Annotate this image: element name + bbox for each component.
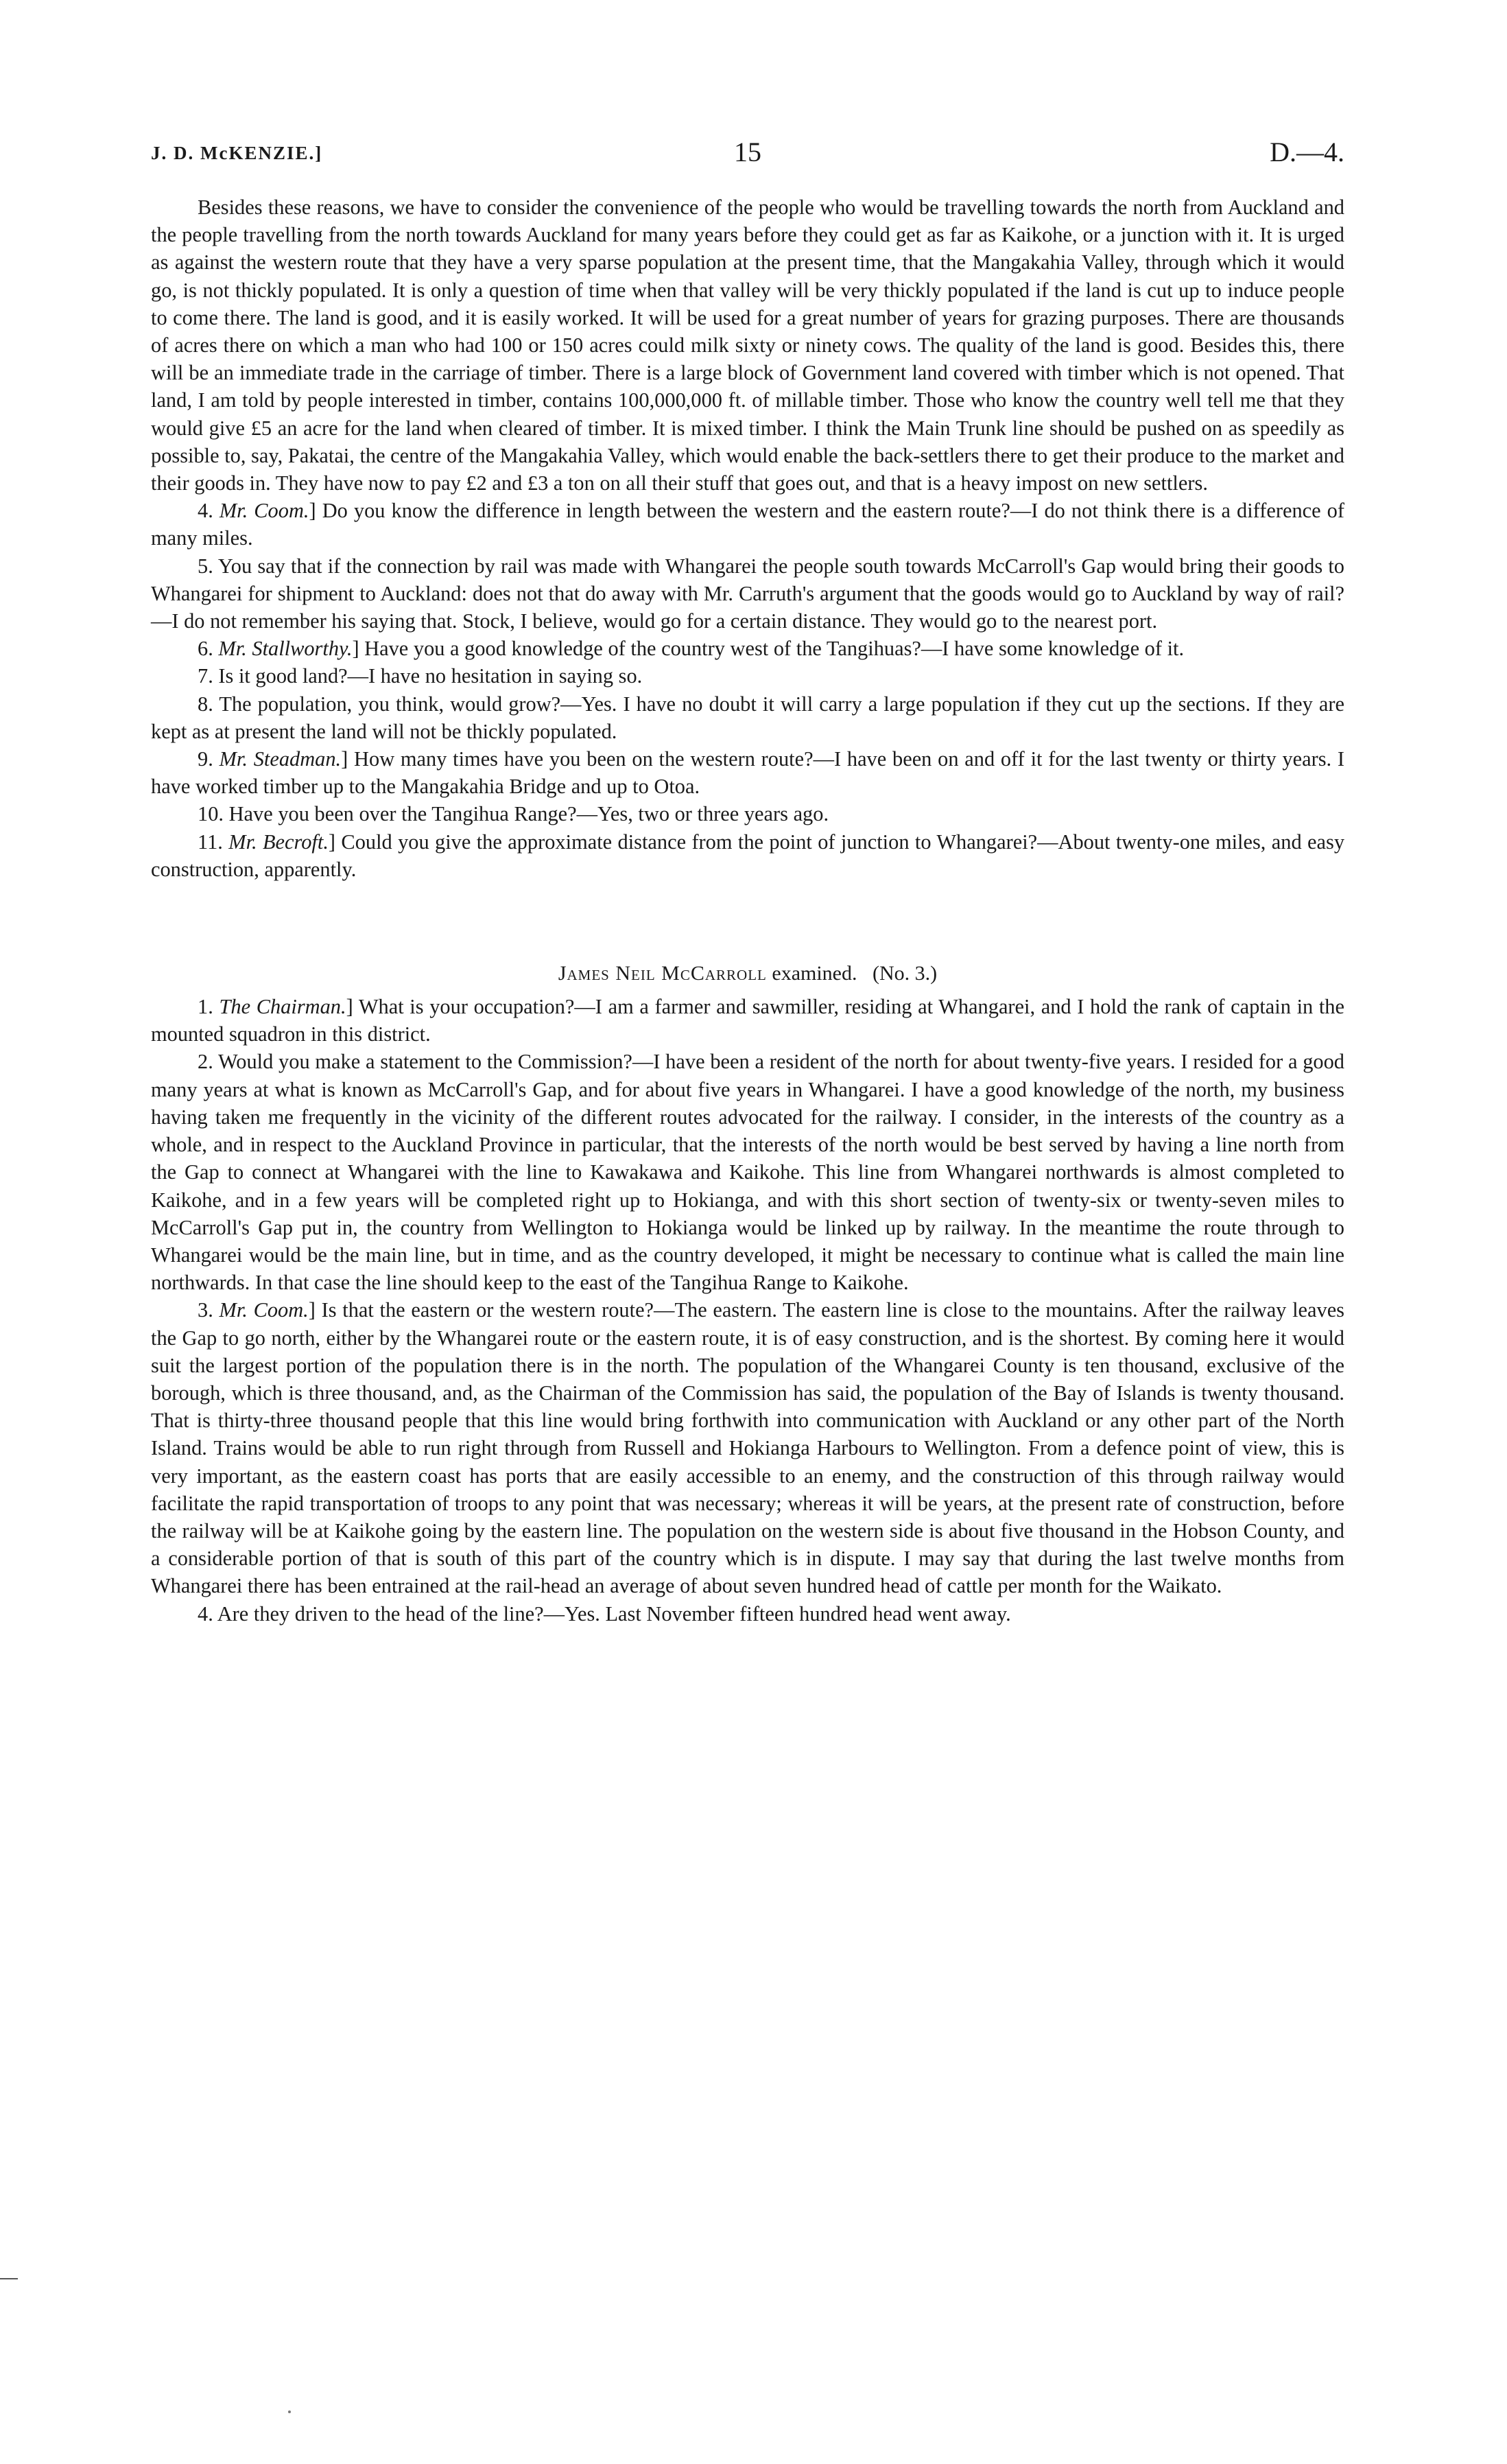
question-1: 1. The Chairman.] What is your occupation?—I am a farmer and sawmiller, residing at Whangarei, and I hold the rank of captain in the mounted squadron in this district. (151, 995, 1344, 1046)
question-number: 5. (198, 554, 213, 578)
question-text: Have you been over the Tangihua Range?—Yes, two or three years ago. (228, 802, 829, 826)
question-3: 3. Mr. Coom.] Is that the eastern or the western route?—The eastern. The eastern line is close to the mountains. After the railway leaves the Gap to go north, either by the Whangarei route or the eastern route, it is of easy construction, and is the shortest. By coming here it would suit the largest portion of the population there is in the north. The population of the Whangarei County is ten thousand, exclusive of the borough, which is three thousand, and, as the Chairman of the Commission has said, the population of the Bay of Islands is twenty thousand. That is thirty-three thousand people that this line would bring forthwith into communication with Auckland or any other part of the North Island. Trains would be able to run right through from Russell and Hokianga Harbours to Wellington. From a defence point of view, this is very important, as the eastern coast has ports that are easily accessible to an enemy, and the construction of this through railway would facilitate the rapid transportation of troops to any point that was necessary; whereas it will be years, at the present rate of construction, before the railway will be at Kaikohe going by the eastern line. The population on the western side is about five thousand in the Hobson County, and a considerable portion of that is south of this part of the country which is in dispute. I may say that during the last twelve months from Whangarei there has been entrained at the rail-head an average of about seven hundred head of cattle per month for the Waikato. (151, 1298, 1345, 1598)
question-10 (151, 800, 1344, 828)
question-11: 11. Mr. Becroft.] Could you give the approximate distance from the point of junction to Whangarei?—About twenty-one miles, and easy construction, apparently. (151, 830, 1345, 881)
question-4: 4. Mr. Coom.] Do you know the difference in length between the western and the eastern route?—I do not think there is a difference of many miles. (151, 499, 1344, 550)
speaker-name: Mr. Becroft. (228, 830, 329, 854)
question-number: 8. (198, 692, 213, 716)
witness-number: (No. 3.) (873, 962, 938, 985)
question-number: 7. (198, 664, 213, 688)
scan-speck (288, 2410, 291, 2413)
question-4-second (151, 1600, 1344, 1628)
question-5 (151, 552, 1344, 635)
question-text: The population, you think, would grow?—Yes. I have no doubt it will carry a large population if they cut up the sections. If they are kept as at present the land will not be thickly populated. (151, 692, 1344, 743)
question-text: Could you give the approximate distance from the point of junction to Whangarei?—About twenty-one miles, and easy construction, apparently. (151, 830, 1345, 881)
question-text: Is that the eastern or the western route?—The eastern. The eastern line is close to the mountains. After the railway leaves the Gap to go north, either by the Whangarei route or the eastern route, it is of easy construction, and is the shortest. By coming here it would suit the largest portion of the population there is in the north. The population of the Whangarei County is ten thousand, exclusive of the borough, which is three thousand, and, as the Chairman of the Commission has said, the population of the Bay of Islands is twenty thousand. That is thirty-three thousand people that this line would bring forthwith into communication with Auckland or any other part of the North Island. Trains would be able to run right through from Russell and Hokianga Harbours to Wellington. From a defence point of view, this is very important, as the eastern coast has ports that are easily accessible to an enemy, and the construction of this through railway would facilitate the rapid transportation of troops to any point that was necessary; whereas it will be years, at the present rate of construction, before the railway will be at Kaikohe going by the eastern line. The population on the western side is about five thousand in the Hobson County, and a considerable portion of that is south of this part of the country which is in dispute. I may say that during the last twelve months from Whangarei there has been entrained at the rail-head an average of about seven hundred head of cattle per month for the Waikato. (151, 1298, 1345, 1598)
question-text: Are they driven to the head of the line?—Yes. Last November fifteen hundred head went away. (217, 1601, 1011, 1626)
paragraph (151, 193, 1344, 497)
question-text: You say that if the connection by rail was made with Whangarei the people south towards McCarroll's Gap would bring their goods to Whangarei for shipment to Auckland: does not that do away with Mr. Carruth's argument that the goods would go to Auckland by way of rail?—I do not remember his saying that. Stock, I believe, would go for a certain distance. They would go to the nearest port. (151, 554, 1344, 633)
question-number: 10. (198, 802, 224, 826)
question-text: Have you a good knowledge of the country west of the Tangihuas?—I have some knowledge of it. (364, 637, 1185, 661)
question-number: 2. (198, 1050, 213, 1074)
question-number: 4. (198, 1601, 213, 1626)
question-number: 3. (198, 1298, 213, 1322)
speaker-name: Mr. Stallworthy. (218, 637, 353, 661)
question-text: Would you make a statement to the Commission?—I have been a resident of the north for about twenty-five years. I resided for a good many years at what is known as McCarroll's Gap, and for about five years in Whangarei. I have a good knowledge of the north, my business having taken me frequently in the vicinity of the different routes advocated for the railway. I consider, in the interests of the country as a whole, and in respect to the Auckland Province in particular, that the interests of the north would be best served by having a line north from the Gap to connect at Whangarei with the line to Kawakawa and Kaikohe. This line from Whangarei northwards is almost completed to Kaikohe, and in a few years will be completed right up to Hokianga, and with this short section of twenty-six or twenty-seven miles to McCarroll's Gap put in, the country from Wellington to Hokianga would be linked up by railway. In the meantime the route through to Whangarei would be the main line, but in time, and as the country developed, it might be necessary to continue what is called the main line northwards. In that case the line should keep to the east of the Tangihua Range to Kaikohe. (151, 1050, 1344, 1295)
witness-section-title (151, 960, 1344, 987)
witness-name: James Neil McCarroll (558, 962, 767, 985)
section-suffix: examined. (772, 962, 857, 985)
paragraph-text: Besides these reasons, we have to consider the convenience of the people who would be travelling towards the north from Auckland and the people travelling from the north towards Auckland for many years before they could get as far as Kaikohe, or a junction with it. It is urged as against the western route that they have a very sparse population at the present time, that the Mangakahia Valley, through which it would go, is not thickly populated. It is only a question of time when that valley will be very thickly populated if the land is cut up to induce people to come there. The land is good, and it is easily worked. It will be used for a great number of years for grazing purposes. There are thousands of acres there on which a man who had 100 or 150 acres could milk sixty or ninety cows. The quality of the land is good. Besides this, there will be an immediate trade in the carriage of timber. There is a large block of Government land covered with timber which is not opened. That land, I am told by people interested in timber, contains 100,000,000 ft. of millable timber. Those who know the country well tell me that they would give £5 an acre for the land when cleared of timber. It is mixed timber. I think the Main Trunk line should be pushed on as speedily as possible to, say, Pakatai, the centre of the Mangakahia Valley, which would enable the back-settlers there to get their produce to the market and their goods in. They have now to pay £2 and £3 a ton on all their stuff that goes out, and that is a heavy impost on new settlers. (151, 196, 1344, 495)
question-6: 6. Mr. Stallworthy.] Have you a good knowledge of the country west of the Tangihuas?—I have some knowledge of it. (198, 637, 1185, 661)
question-text: What is your occupation?—I am a farmer and sawmiller, residing at Whangarei, and I hold the rank of captain in the mounted squadron in this district. (151, 995, 1344, 1046)
speaker-name: Mr. Coom. (219, 1298, 309, 1322)
document-body (151, 193, 1344, 1628)
speaker-name: The Chairman. (219, 995, 346, 1019)
question-number: 4. (198, 499, 213, 523)
question-text: Is it good land?—I have no hesitation in saying so. (218, 664, 643, 688)
question-number: 6. (198, 637, 213, 661)
question-2 (151, 1048, 1344, 1296)
question-text: Do you know the difference in length between the western and the eastern route?—I do not think there is a difference of many miles. (151, 499, 1344, 550)
question-number: 1. (198, 995, 213, 1019)
page-header (151, 130, 1344, 172)
question-8 (151, 690, 1344, 745)
margin-mark (0, 2278, 18, 2279)
page-number: 15 (734, 137, 761, 167)
speaker-name: Mr. Coom. (219, 499, 309, 523)
question-number: 11. (198, 830, 223, 854)
header-witness-name: J. D. McKENZIE.] (151, 143, 323, 163)
question-text: How many times have you been on the western route?—I have been on and off it for the last twenty or thirty years. I have worked timber up to the Mangakahia Bridge and up to Otoa. (151, 747, 1344, 799)
document-page (151, 130, 1344, 1628)
question-number: 9. (198, 747, 213, 771)
document-code: D.—4. (1270, 137, 1344, 167)
speaker-name: Mr. Steadman. (219, 747, 342, 771)
question-9: 9. Mr. Steadman.] How many times have you been on the western route?—I have been on and off it for the last twenty or thirty years. I have worked timber up to the Mangakahia Bridge and up to Otoa. (151, 747, 1344, 799)
question-7 (151, 662, 1344, 690)
